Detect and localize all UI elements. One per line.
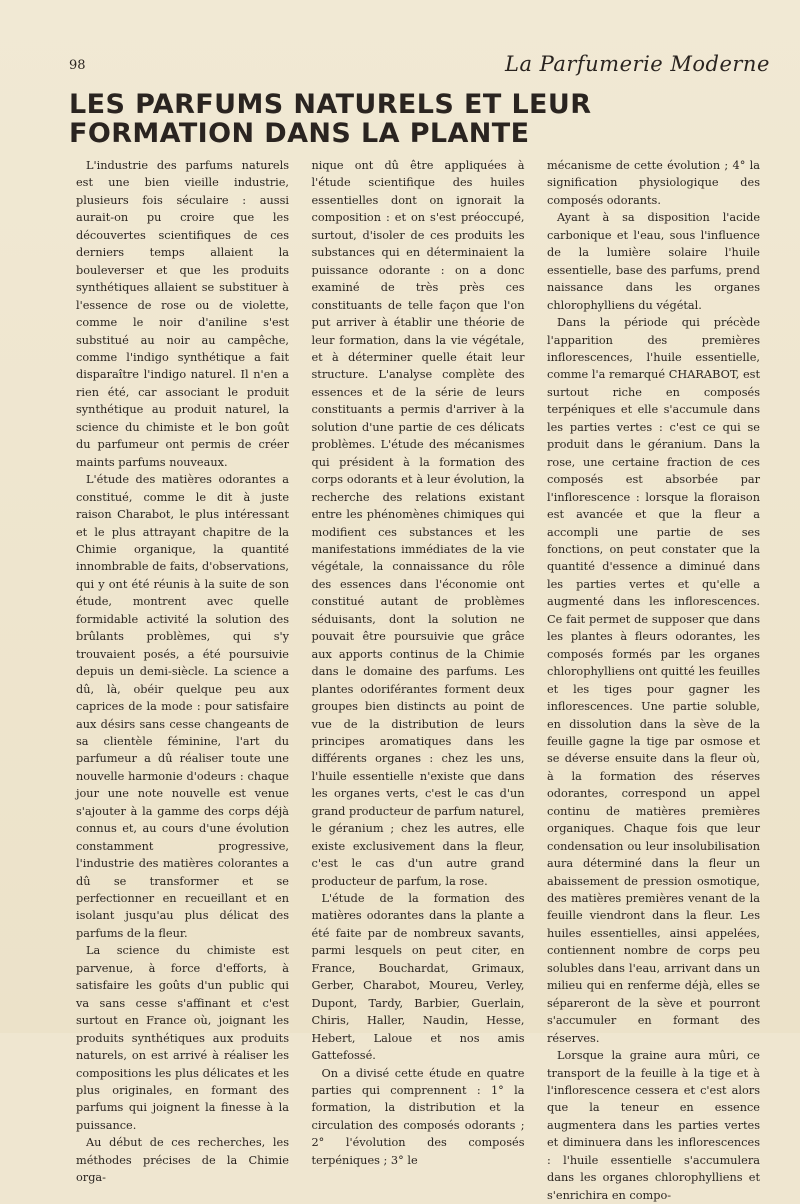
- column-3: [547, 157, 760, 1202]
- column-2: [311, 157, 525, 1167]
- paragraph: L'étude des matières odorantes a constitué, comme le dit à juste raison Charabot, le plus intéressant et le plus attrayant chapitre de la Chimie organique, la quantité innombrable de faits, d'observations, qui y ont été réunis à la suite de son étude, montrent avec quelle formidable activité la solution des brûlants problèmes, qui s'y trouvaient posés, a été poursuivie depuis un demi-siècle. La science a dû, là, obéir quelque peu aux caprices de la mode : pour satisfaire aux désirs sans cesse changeants de sa clientèle féminine, l'art du parfumeur a dû réaliser toute une nouvelle harmonie d'odeurs : chaque jour une note nouvelle est venue s'ajouter à la gamme des corps déjà connus et, au cours d'une évolution constamment progressive, l'industrie des matières colorantes a dû se transformer et se perfectionner en recueillant et en isolant jusqu'au plus délicat des parfums de la fleur.: [76, 473, 289, 940]
- page-number: 98: [69, 58, 86, 73]
- paragraph: nique ont dû être appliquées à l'étude scientifique des huiles essentielles dont on ignorait la composition : et on s'est préoccupé, surtout, d'isoler de ces produits les substances qui en déterminaient la puissance odorante : on a donc examiné de très près ces constituants de telle façon que l'on put arriver à établir une théorie de leur formation, dans la vie végétale, et à déterminer quelle était leur structure. L'analyse complète des essences et de la série de leurs constituants a permis d'arriver à la solution d'une partie de ces délicats problèmes. L'étude des mécanismes qui président à la formation des corps odorants et à leur évolution, la recherche des relations existant entre les phénomènes chimiques qui modifient ces substances et les manifestations immédiates de la vie végétale, la connaissance du rôle des essences dans l'économie ont constitué autant de problèmes séduisants, dont la solution ne pouvait être poursuivie que grâce aux apports continus de la Chimie dans le domaine des parfums. Les plantes odoriférantes forment deux groupes bien distincts au point de vue de la distribution de leurs principes aromatiques dans les différents organes : chez les uns, l'huile essentielle n'existe que dans les organes verts, c'est le cas d'un grand producteur de parfum naturel, le géranium ; chez les autres, elle existe exclusivement dans la fleur, c'est le cas d'un autre grand producteur de parfum, la rose.: [311, 159, 525, 888]
- paragraph: On a divisé cette étude en quatre parties qui comprennent : 1° la formation, la distribution et la circulation des composés odorants ; 2° l'évolution des composés terpéniques ; 3° le: [311, 1066, 525, 1167]
- paragraph: L'industrie des parfums naturels est une bien vieille industrie, plusieurs fois séculaire : aussi aurait-on pu croire que les découvertes scientifiques de ces derniers temps allaient la bouleverser et que les produits synthétiques allaient se substituer à l'essence de rose ou de violette, comme le noir d'aniline s'est substitué au noir au campêche, comme l'indigo synthétique a fait disparaître l'indigo naturel. Il n'en a rien été, car associant le produit synthétique au produit naturel, la science du chimiste et le bon goût du parfumeur ont permis de créer maints parfums nouveaux.: [76, 159, 289, 469]
- article-body: [76, 157, 760, 1202]
- column-1: [76, 157, 289, 1185]
- paragraph: Au début de ces recherches, les méthodes précises de la Chimie orga-: [76, 1136, 289, 1185]
- paragraph: L'étude de la formation des matières odorantes dans la plante a été faite par de nombreux savants, parmi lesquels on peut citer, en France, Bouchardat, Grimaux, Gerber, Charabot, Moureu, Verley, Dupont, Tardy, Barbier, Guerlain, Chiris, Haller, Naudin, Hesse, Hebert, Laloue et nos amis Gattefossé.: [311, 892, 525, 1063]
- paragraph: La science du chimiste est parvenue, à force d'efforts, à satisfaire les goûts d'un public qui va sans cesse s'affinant et c'est surtout en France où, joignant les produits synthétiques aux produits naturels, on est arrivé à réaliser les compositions les plus délicates et les plus originales, en formant des parfums qui joignent la finesse à la puissance.: [76, 944, 289, 1132]
- paragraph: mécanisme de cette évolution ; 4° la signification physiologique des composés odorants.: [547, 159, 760, 207]
- journal-title: La Parfumerie Moderne: [505, 52, 770, 76]
- article-title: LES PARFUMS NATURELS ET LEUR FORMATION DANS LA PLANTE: [69, 89, 592, 149]
- paragraph: Dans la période qui précède l'apparition des premières inflorescences, l'huile essentielle, comme l'a remarqué CHARABOT, est surtout riche en composés terpéniques et elle s'accumule dans les parties vertes : c'est ce qui se produit dans le géranium. Dans la rose, une certaine fraction de ces composés est absorbée par l'inflorescence : lorsque la floraison est avancée et que la fleur a accompli une partie de ses fonctions, on peut constater que la quantité d'essence a diminué dans les parties vertes et qu'elle a augmenté dans les inflorescences. Ce fait permet de supposer que dans les plantes à fleurs odorantes, les composés formés par les organes chlorophylliens ont quitté les feuilles et les tiges pour gagner les inflorescences. Une partie soluble, en dissolution dans la sève de la feuille gagne la tige par osmose et se déverse ensuite dans la fleur où, à la formation des réserves odorantes, correspond un appel continu de matières premières organiques. Chaque fois que leur condensation ou leur insolubilisation aura déterminé dans la fleur un abaissement de pression osmotique, des matières premières venant de la feuille viendront dans la fleur. Les huiles essentielles, ainsi appelées, contiennent nombre de corps peu solubles dans l'eau, arrivant dans un milieu qui en renferme déjà, elles se sépareront de la sève et pourront s'accumuler en formant des réserves.: [547, 316, 760, 1045]
- paragraph: Lorsque la graine aura mûri, ce transport de la feuille à la tige et à l'inflorescence cessera et c'est alors que la teneur en essence augmentera dans les parties vertes et diminuera dans les inflorescences : l'huile essentielle s'accumulera dans les organes chlorophylliens et s'enrichira en compo-: [547, 1049, 760, 1202]
- paragraph: Ayant à sa disposition l'acide carbonique et l'eau, sous l'influence de la lumière solaire l'huile essentielle, base des parfums, prend naissance dans les organes chlorophylliens du végétal.: [547, 211, 760, 312]
